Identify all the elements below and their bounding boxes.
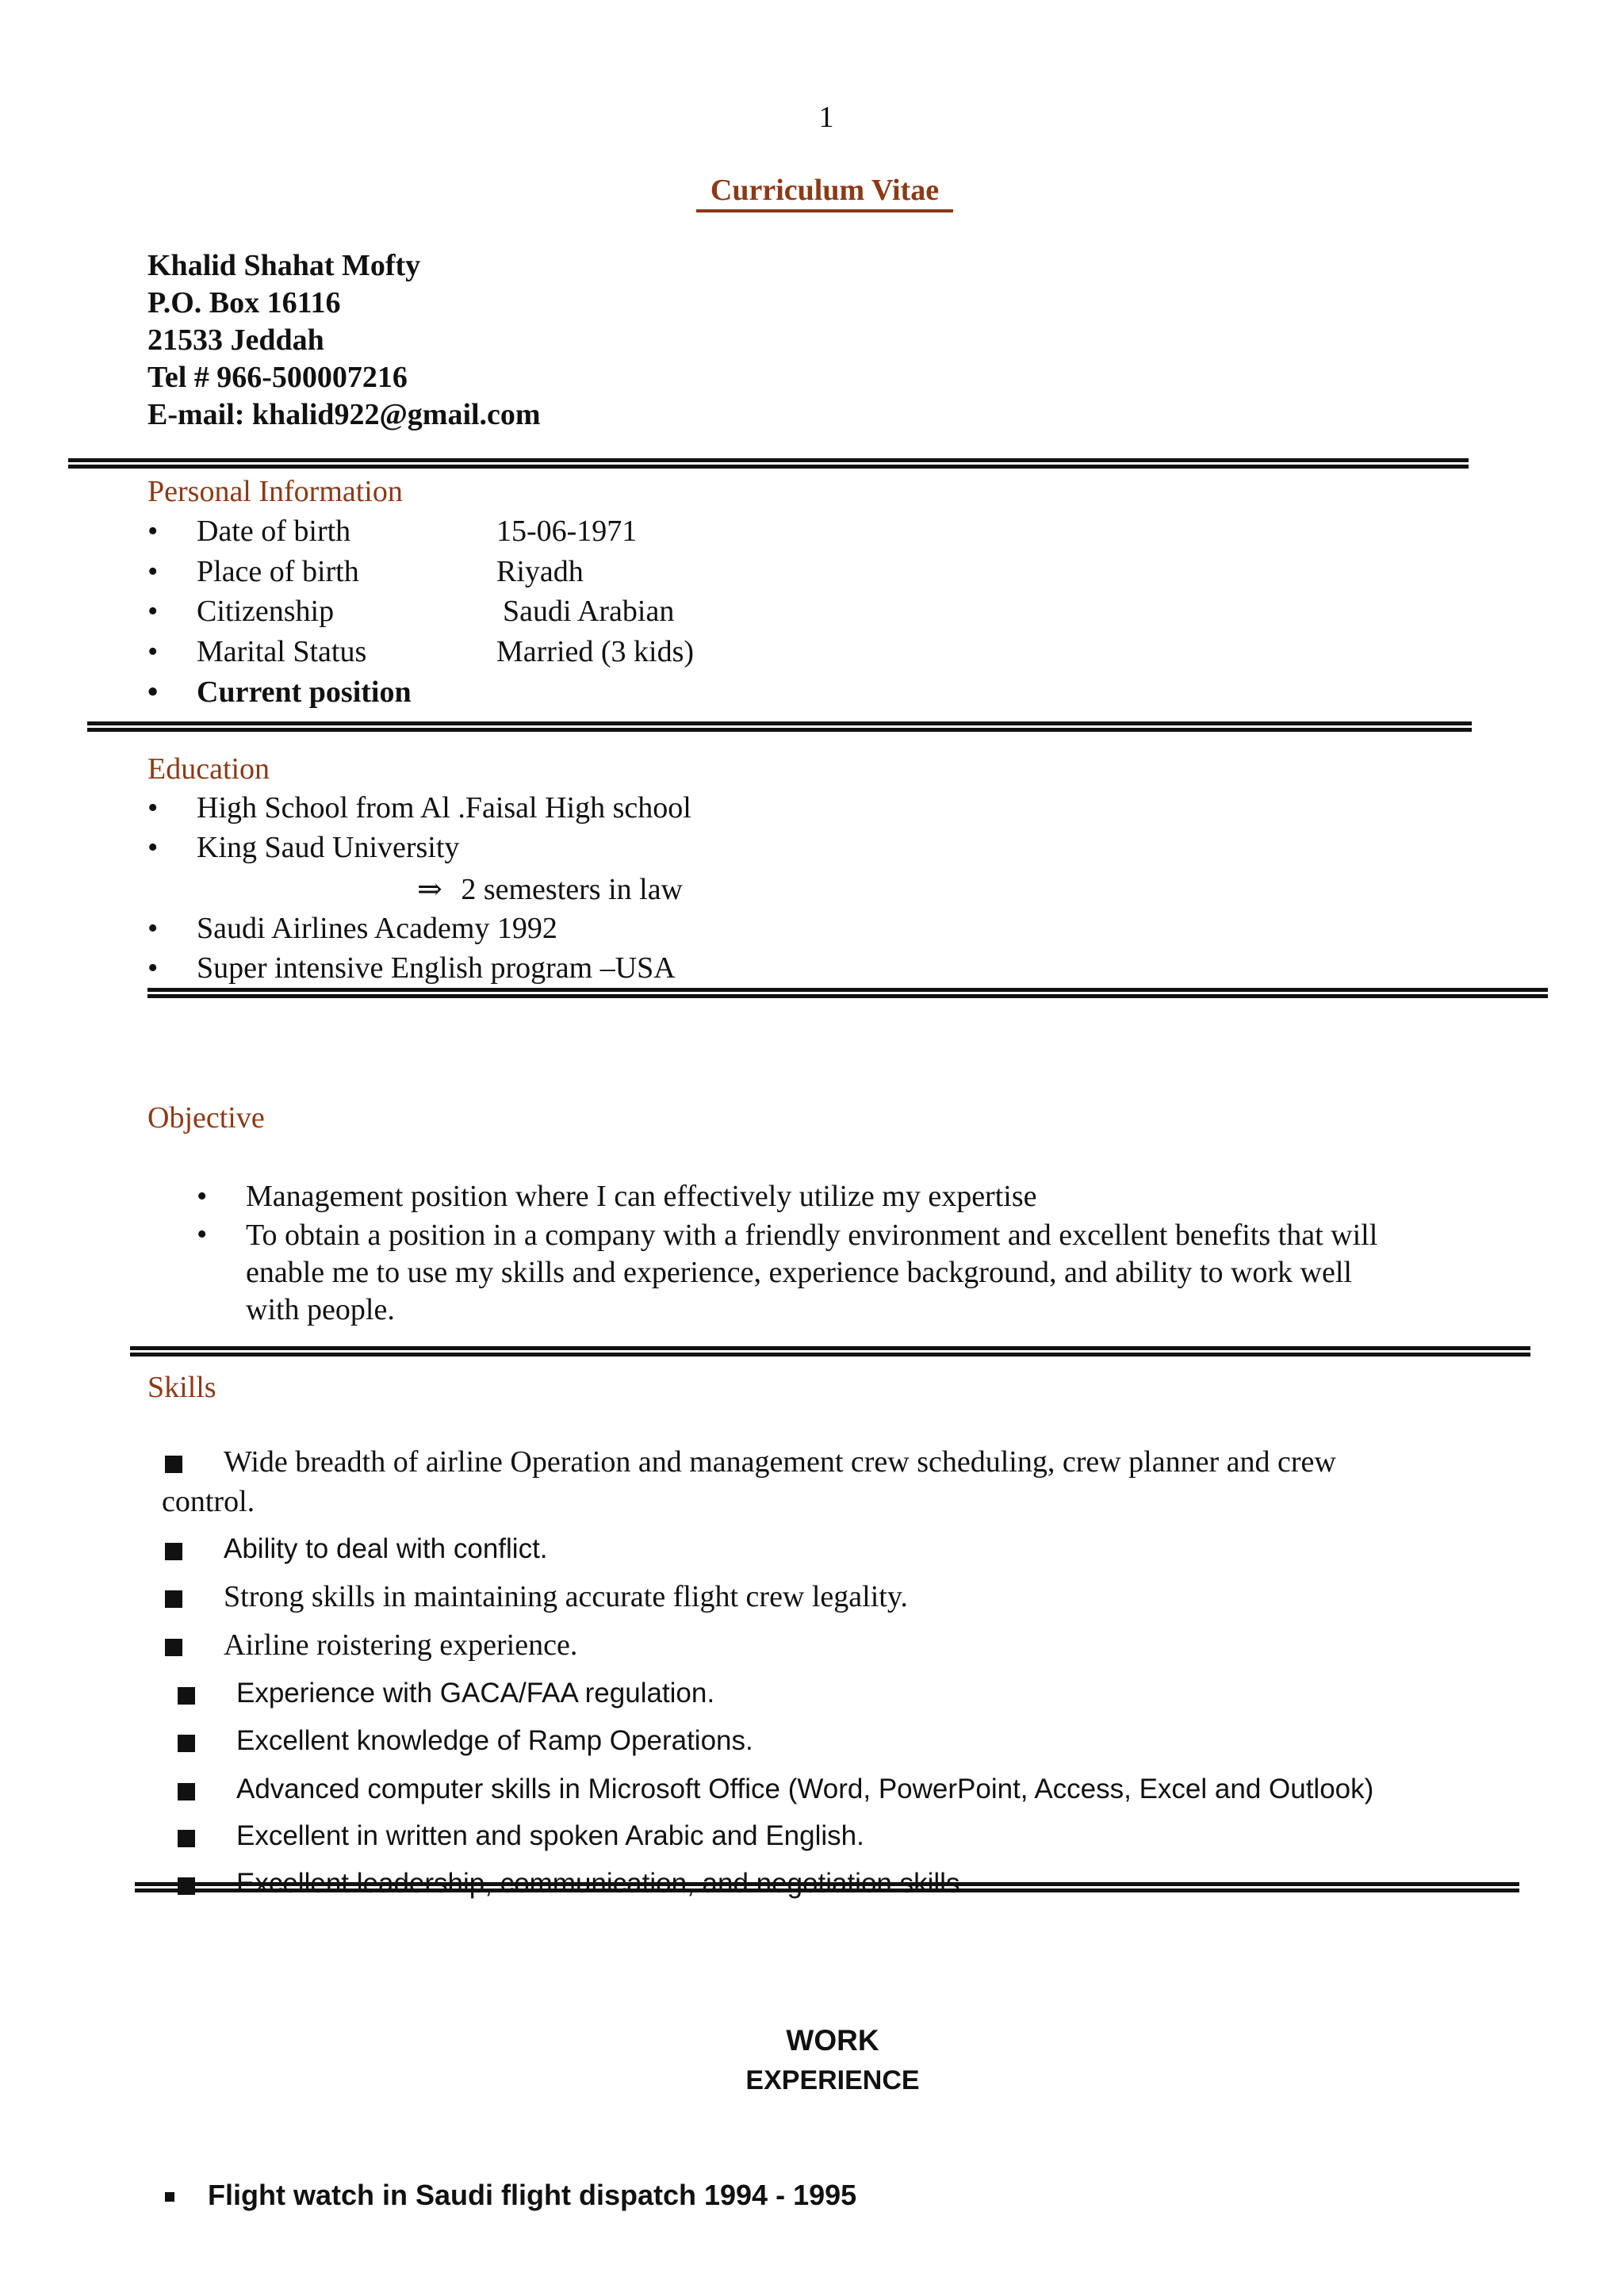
- square-bullet-icon: [178, 1735, 195, 1752]
- bullet-icon: •: [147, 912, 159, 945]
- bullet-icon: •: [147, 555, 159, 588]
- education-sub-label: 2 semesters in law: [461, 873, 683, 906]
- square-bullet-icon: [165, 2192, 174, 2202]
- skill-item: Wide breadth of airline Operation and management crew scheduling, crew planner and crew: [165, 1445, 1553, 1482]
- personal-value: Married (3 kids): [496, 635, 695, 668]
- contact-tel: Tel # 966-500007216: [147, 361, 408, 394]
- skills-heading: Skills: [147, 1371, 216, 1404]
- divider: [68, 458, 1469, 469]
- personal-item: [147, 594, 861, 631]
- page-number: 1: [818, 101, 834, 134]
- contact-name: Khalid Shahat Mofty: [147, 249, 421, 282]
- skill-item: Strong skills in maintaining accurate flight crew legality.: [165, 1579, 1275, 1617]
- square-bullet-icon: [178, 1783, 195, 1800]
- skill-item: Experience with GACA/FAA regulation.: [178, 1676, 1288, 1713]
- square-bullet-icon: [165, 1639, 182, 1656]
- square-bullet-icon: [165, 1590, 182, 1608]
- education-sub-item: [417, 871, 972, 909]
- square-bullet-icon: [165, 1543, 182, 1560]
- skill-item-continuation: control.: [162, 1485, 255, 1518]
- arrow-icon: ⇒: [417, 873, 442, 906]
- document-title: Curriculum Vitae: [696, 173, 953, 212]
- contact-city: 21533 Jeddah: [147, 323, 324, 357]
- contact-email: E-mail: khalid922@gmail.com: [147, 398, 541, 431]
- square-bullet-icon: [178, 1830, 195, 1847]
- objective-heading: Objective: [147, 1101, 265, 1135]
- work-item: Flight watch in Saudi flight dispatch 1994 - 1995: [165, 2179, 856, 2212]
- personal-label: Place of birth: [197, 555, 359, 588]
- education-item: • High School from Al .Faisal High school: [147, 791, 691, 825]
- personal-item: [147, 514, 861, 551]
- divider: [147, 988, 1548, 998]
- skill-item: Airline roistering experience.: [165, 1628, 1116, 1665]
- divider: [87, 721, 1472, 732]
- personal-label: Citizenship: [197, 595, 335, 628]
- bullet-icon: •: [197, 1218, 208, 1251]
- work-heading: WORK EXPERIENCE: [745, 2024, 920, 2095]
- education-item: • King Saud University: [147, 831, 460, 864]
- square-bullet-icon: [178, 1687, 195, 1705]
- objective-item: • Management position where I can effectively utilize my expertise: [197, 1180, 1037, 1213]
- contact-block: [147, 247, 541, 434]
- skill-item: Excellent knowledge of Ramp Operations.: [178, 1724, 1288, 1761]
- personal-label: Current position: [197, 675, 412, 709]
- personal-value: 15-06-1971: [496, 515, 638, 548]
- bullet-icon: •: [147, 595, 159, 628]
- personal-label: Marital Status: [197, 635, 367, 668]
- education-item: • Saudi Airlines Academy 1992: [147, 912, 557, 945]
- bullet-icon: •: [147, 675, 159, 709]
- education-item: • Super intensive English program –USA: [147, 951, 676, 985]
- bullet-icon: •: [197, 1180, 208, 1213]
- divider: [130, 1346, 1530, 1357]
- bullet-icon: •: [147, 831, 159, 864]
- skill-item: Excellent in written and spoken Arabic and English.: [178, 1819, 1288, 1856]
- personal-item: [147, 634, 861, 672]
- personal-label: Date of birth: [197, 515, 351, 548]
- personal-value: Saudi Arabian: [503, 595, 675, 628]
- bullet-icon: •: [147, 791, 159, 825]
- objective-item-text: To obtain a position in a company with a friendly environment and excellent benefits that will enable me to use my skills and experience, experience background, and ability to work well with people.: [246, 1219, 1378, 1326]
- education-heading: Education: [147, 752, 270, 786]
- personal-heading: Personal Information: [147, 475, 403, 508]
- personal-item: [147, 675, 861, 712]
- bullet-icon: •: [147, 635, 159, 668]
- square-bullet-icon: [165, 1456, 182, 1473]
- contact-po-box: P.O. Box 16116: [147, 286, 341, 320]
- personal-item: [147, 554, 861, 591]
- divider: [135, 1882, 1519, 1892]
- bullet-icon: •: [147, 951, 159, 985]
- skill-item: Advanced computer skills in Microsoft Office (Word, PowerPoint, Access, Excel and Outlook): [178, 1772, 1565, 1809]
- skill-item: Ability to deal with conflict.: [165, 1532, 1116, 1569]
- bullet-icon: •: [147, 515, 159, 548]
- skill-item: Excellent leadership, communication, and negotiation skills.: [178, 1866, 1288, 1904]
- personal-value: Riyadh: [496, 555, 584, 588]
